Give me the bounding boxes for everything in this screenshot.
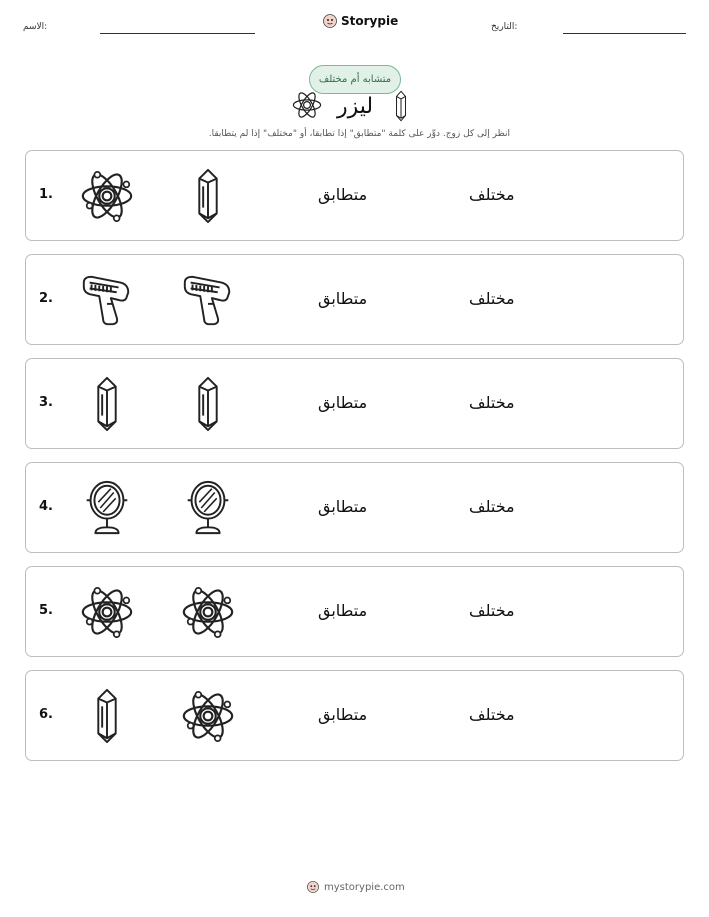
choice-same[interactable]: متطابق — [318, 289, 368, 308]
title-row — [290, 88, 420, 124]
choice-same[interactable]: متطابق — [318, 185, 368, 204]
exercise-row — [25, 254, 684, 345]
atom-icon — [177, 685, 239, 747]
instructions: انظر إلى كل زوج. دوِّر على كلمة "متطابق" إذا تطابقا، أو "مختلف" إذا لم يتطابقا. — [208, 129, 510, 139]
exercise-row — [25, 566, 684, 657]
footer — [307, 881, 405, 893]
brand-name: Storypie — [341, 14, 399, 28]
storypie-logo-icon — [323, 14, 337, 28]
choice-different[interactable]: مختلف — [469, 601, 515, 620]
crystal-icon — [177, 373, 239, 435]
name-field-line[interactable] — [100, 33, 255, 34]
choice-same[interactable]: متطابق — [318, 601, 368, 620]
row-number: 6. — [39, 707, 53, 722]
choice-same[interactable]: متطابق — [318, 393, 368, 412]
atom-icon — [290, 88, 324, 122]
choice-different[interactable]: مختلف — [469, 497, 515, 516]
atom-icon — [177, 581, 239, 643]
atom-icon — [76, 581, 138, 643]
exercise-row — [25, 462, 684, 553]
choice-different[interactable]: مختلف — [469, 393, 515, 412]
barcode-scanner-icon — [177, 269, 239, 331]
mirror-icon — [76, 477, 138, 539]
storypie-logo-icon — [307, 881, 319, 893]
row-number: 4. — [39, 499, 53, 514]
page-title: ليزر — [337, 94, 374, 119]
row-number: 3. — [39, 395, 53, 410]
choice-same[interactable]: متطابق — [318, 497, 368, 516]
crystal-icon — [394, 90, 408, 122]
mirror-icon — [177, 477, 239, 539]
date-field-line[interactable] — [563, 33, 686, 34]
crystal-icon — [76, 373, 138, 435]
exercise-row — [25, 150, 684, 241]
name-label: الاسم: — [23, 22, 48, 32]
crystal-icon — [177, 165, 239, 227]
choice-different[interactable]: مختلف — [469, 289, 515, 308]
topic-pill: متشابه أم مختلف — [309, 65, 401, 94]
choice-different[interactable]: مختلف — [469, 185, 515, 204]
footer-site: mystorypie.com — [324, 881, 405, 893]
row-number: 5. — [39, 603, 53, 618]
barcode-scanner-icon — [76, 269, 138, 331]
row-number: 1. — [39, 187, 53, 202]
date-label: التاريخ: — [491, 22, 518, 32]
brand — [323, 14, 398, 28]
row-number: 2. — [39, 291, 53, 306]
exercise-row — [25, 670, 684, 761]
choice-different[interactable]: مختلف — [469, 705, 515, 724]
choice-same[interactable]: متطابق — [318, 705, 368, 724]
atom-icon — [76, 165, 138, 227]
crystal-icon — [76, 685, 138, 747]
exercise-row — [25, 358, 684, 449]
